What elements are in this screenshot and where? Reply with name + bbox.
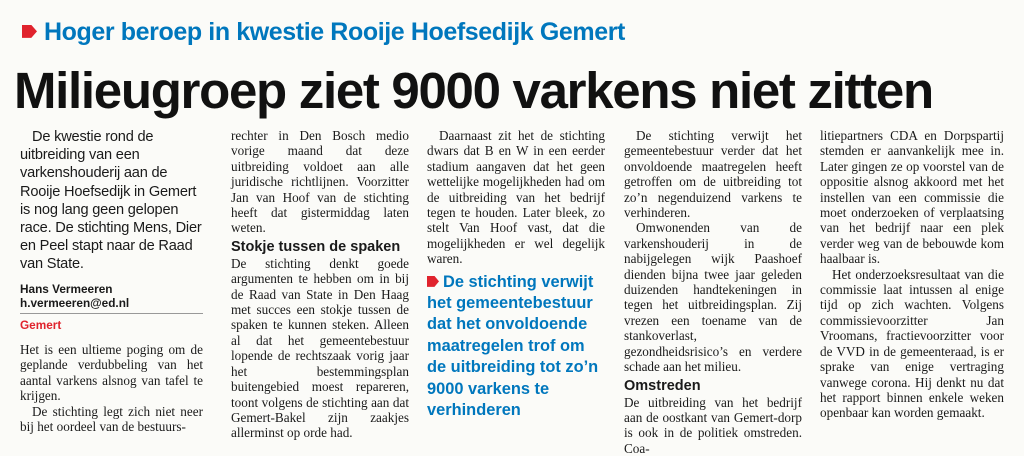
dateline: Gemert (20, 318, 203, 333)
pullquote-arrow-icon (427, 276, 439, 287)
body-paragraph: De uitbreiding van het bedrijf aan de oostkant van Gemert-dorp is ook in de politiek omstreden. Coa- (624, 395, 802, 456)
body-paragraph: Het onderzoeksresultaat van die commissie laat intussen al enige tijd op zich wachten. Volgens commissievoorzitter Jan Vroomans, fractievoorzitter voor de VVD in de gemeenteraad, is er sprake van enige vertraging vanwege corona. Hij denkt nu dat het rapport binnen enkele weken openbaar kan worden gemaakt. (820, 267, 1004, 421)
column-2 (231, 128, 409, 441)
byline-email: h.vermeeren@ed.nl (20, 296, 203, 310)
body-paragraph: rechter in Den Bosch medio vorige maand dat deze uitbreiding voldoet aan alle juridische richtlijnen. Voorzitter Jan van Hoof van de stichting heeft dat gistermiddag laten weten. (231, 128, 409, 236)
kicker-text: Hoger beroep in kwestie Rooije Hoefsedijk Gemert (44, 18, 625, 46)
column-4 (624, 128, 802, 456)
column-1 (20, 128, 203, 434)
kicker-arrow-icon (22, 25, 37, 38)
headline: Milieugroep ziet 9000 varkens niet zitten (14, 60, 1014, 122)
body-paragraph: Het is een ultieme poging om de geplande verdubbeling van het aantal varkens alsnog van tafel te krijgen. (20, 342, 203, 404)
body-paragraph: De stichting denkt goede argumenten te hebben om in bij de Raad van State in Den Haag met succes een stokje tussen de spaken te kunnen steken. Alleen al dat het gemeentebestuur lopende de rechtszaak vorig jaar het bestemmingsplan buitengebied moest repareren, toont volgens de stichting aan dat Gemert-Bakel zijn zaakjes allerminst op orde had. (231, 256, 409, 441)
kicker (22, 18, 625, 47)
pullquote-text: De stichting verwijt het gemeentebestuur dat het onvoldoende maatregelen trof om de uitbreiding tot zo’n 9000 varkens te verhinderen (427, 273, 598, 419)
lead-paragraph: De kwestie rond de uitbreiding van een varkenshouderij aan de Rooije Hoefsedijk in Gemert is nog lang geen gelopen race. De stichting Mens, Dier en Peel stapt naar de Raad van State. (20, 128, 203, 274)
subhead-omstreden: Omstreden (624, 378, 802, 395)
body-paragraph: litiepartners CDA en Dorpspartij stemden er aanvankelijk mee in. Later gingen ze op voorstel van de oppositie alsnog akkoord met het instellen van een commissie die moet onderzoeken of verplaatsing van het bedrijf naar een plek verder weg van de bebouwde kom haalbaar is. (820, 128, 1004, 267)
column-3 (427, 128, 605, 422)
byline-rule (20, 313, 203, 314)
body-paragraph: De stichting verwijt het gemeentebestuur verder dat het onvoldoende maatregelen heeft getroffen om de uitbreiding tot zo’n negenduizend varkens te verhinderen. (624, 128, 802, 220)
body-paragraph: Omwonenden van de varkenshouderij in de nabijgelegen wijk Paashoef dienden bijna twee jaar geleden duizenden handtekeningen in tegen het uitbreidingsplan. Zij vrezen een toename van de stankoverlast, gezondheidsrisico’s en verdere schade aan het milieu. (624, 220, 802, 374)
pullquote (427, 272, 605, 422)
body-paragraph: Daarnaast zit het de stichting dwars dat B en W in een eerder stadium aangaven dat het geen wettelijke mogelijkheden had om de uitbreiding van het bedrijf tegen te houden. Later bleek, zo stelt Van Hoof vast, dat die mogelijkheden er wel degelijk waren. (427, 128, 605, 267)
column-5 (820, 128, 1004, 421)
body-paragraph: De stichting legt zich niet neer bij het oordeel van de bestuurs- (20, 404, 203, 435)
byline-name: Hans Vermeeren (20, 282, 203, 296)
subhead-stokje: Stokje tussen de spaken (231, 239, 409, 256)
